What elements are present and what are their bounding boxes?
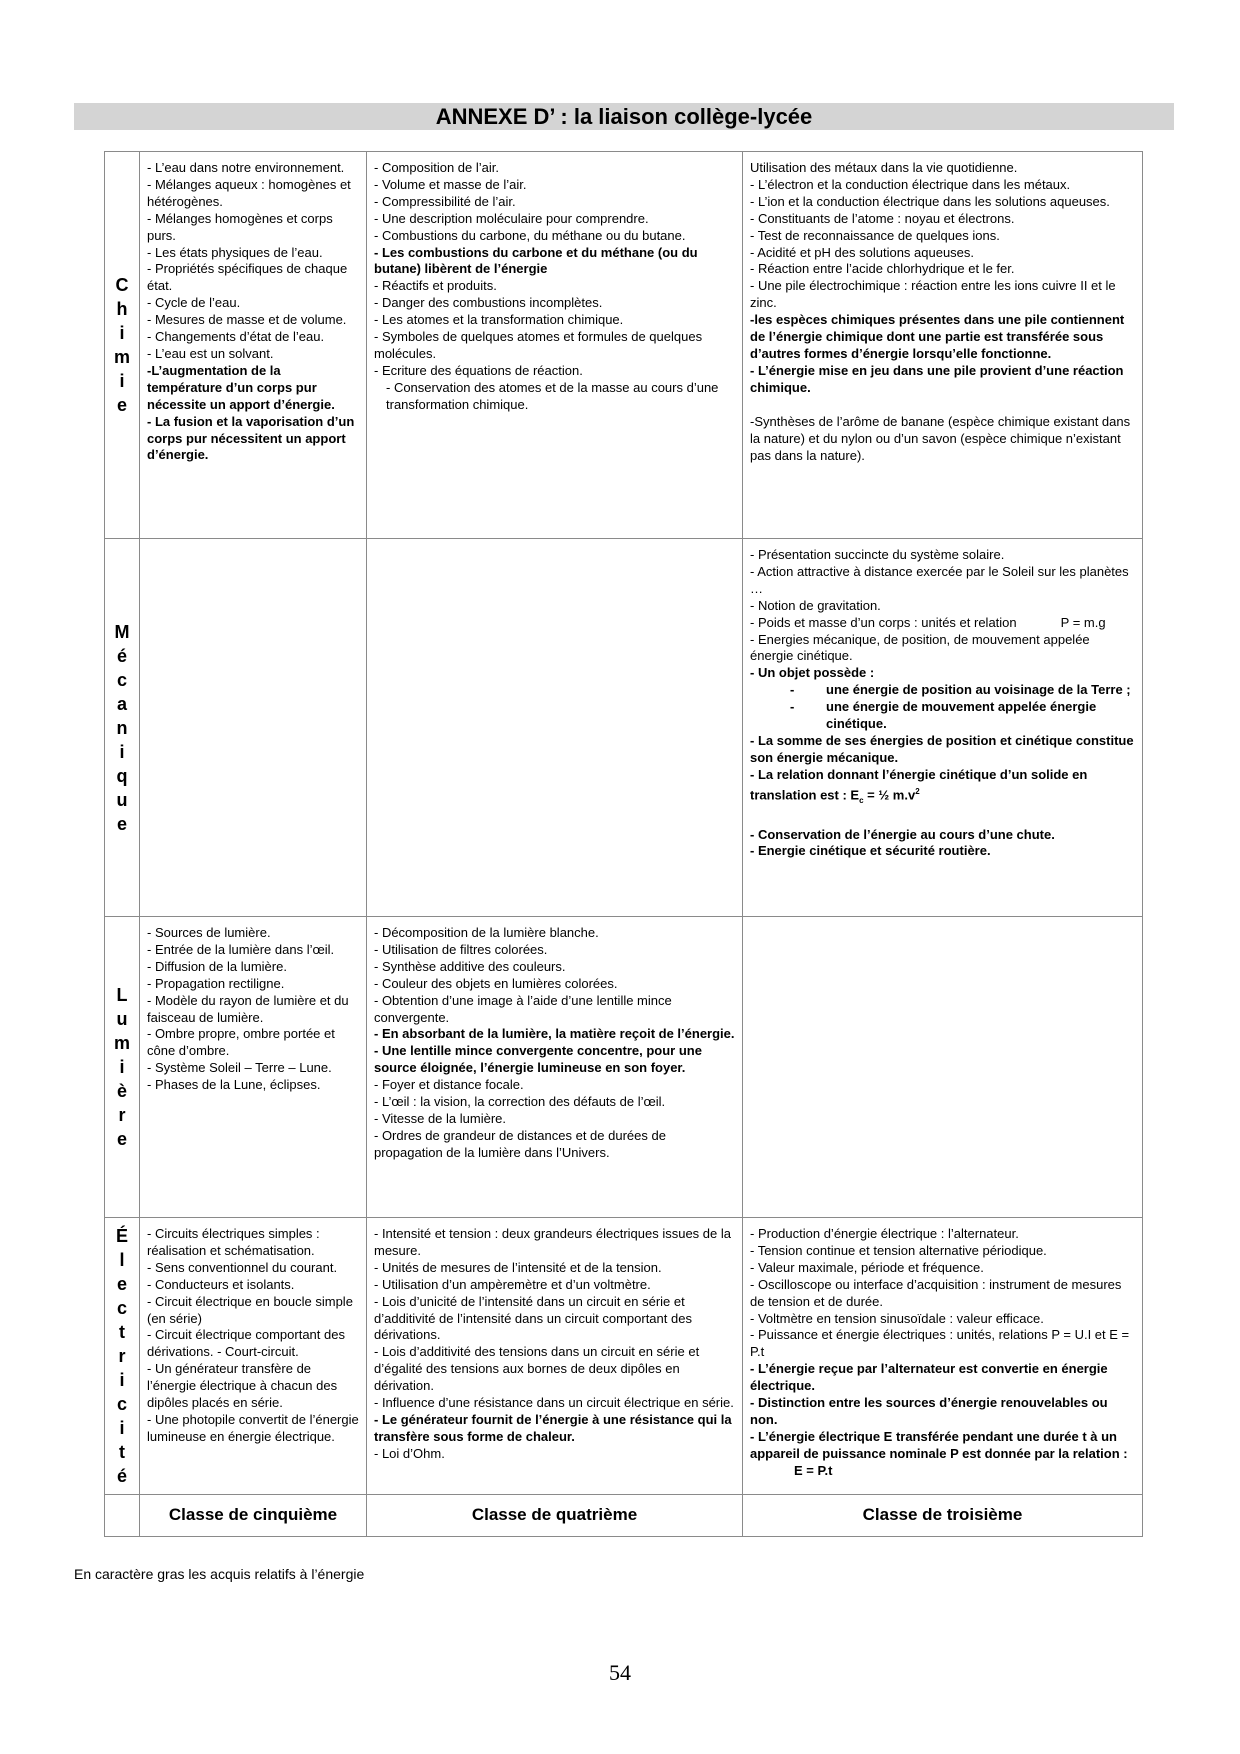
cell-line bbox=[374, 177, 735, 194]
cell-text: - La somme de ses énergies de position et cinétique constitue son énergie mécanique. bbox=[750, 732, 1134, 765]
cell-text: - L’énergie reçue par l’alternateur est convertie en énergie électrique. bbox=[750, 1361, 1108, 1394]
footer-empty-cell bbox=[105, 1495, 140, 1537]
cell-line bbox=[374, 160, 735, 177]
cell-chimie-troisieme bbox=[743, 152, 1143, 539]
cell-line bbox=[750, 843, 1135, 860]
cell-line bbox=[147, 1226, 359, 1260]
cell-text: - Mélanges aqueux : homogènes et hétérogènes. bbox=[147, 176, 351, 209]
cell-text: - Energie cinétique et sécurité routière. bbox=[750, 843, 991, 859]
cell-line bbox=[374, 380, 735, 414]
cell-text: - Une description moléculaire pour comprendre. bbox=[374, 210, 649, 226]
cell-line bbox=[374, 1111, 735, 1128]
subject-label-lumiere bbox=[105, 917, 140, 1218]
subject-letter: q bbox=[116, 765, 128, 786]
cell-line bbox=[147, 959, 359, 976]
dash-marker: - bbox=[790, 699, 795, 715]
spacer bbox=[750, 397, 1135, 414]
cell-line bbox=[374, 228, 735, 245]
cell-text: - Unités de mesures de l’intensité et de la tension. bbox=[374, 1259, 662, 1275]
cell-text: - Réaction entre l’acide chlorhydrique et le fer. bbox=[750, 261, 1015, 277]
cell-line bbox=[147, 1277, 359, 1294]
sub-list-item bbox=[750, 682, 1135, 699]
cell-text: - Production d’énergie électrique : l’alternateur. bbox=[750, 1226, 1019, 1241]
cell-line bbox=[147, 1361, 359, 1412]
cell-line bbox=[374, 1226, 735, 1260]
cell-text: - Sens conventionnel du courant. bbox=[147, 1259, 338, 1275]
subject-letter: è bbox=[116, 1081, 127, 1101]
cell-text: - Les combustions du carbone et du méthane (ou du butane) libèrent de l’énergie bbox=[374, 244, 698, 277]
cell-text: - Décomposition de la lumière blanche. bbox=[374, 925, 599, 940]
formula-text: = ½ m.v bbox=[863, 787, 916, 803]
cell-text: - Constituants de l’atome : noyau et électrons. bbox=[750, 210, 1015, 226]
cell-text: - L’œil : la vision, la correction des défauts de l’œil. bbox=[374, 1094, 666, 1110]
subject-letter: m bbox=[113, 1033, 130, 1053]
cell-text: - L’énergie mise en jeu dans une pile provient d’une réaction chimique. bbox=[750, 362, 1124, 395]
cell-text: - La fusion et la vaporisation d’un corps pur nécessitent un apport d’énergie. bbox=[147, 413, 355, 463]
cell-text: - Intensité et tension : deux grandeurs électriques issues de la mesure. bbox=[374, 1226, 731, 1258]
cell-line bbox=[374, 1094, 735, 1111]
cell-line bbox=[750, 312, 1135, 363]
cell-text: - Les atomes et la transformation chimique. bbox=[374, 312, 624, 328]
cell-line bbox=[750, 1361, 1135, 1395]
cell-line bbox=[147, 925, 359, 942]
cell-line bbox=[374, 942, 735, 959]
cell-text: - Action attractive à distance exercée par le Soleil sur les planètes … bbox=[750, 563, 1129, 596]
cell-mecanique-cinquieme bbox=[140, 539, 367, 917]
cell-text: - Lois d’additivité des tensions dans un circuit en série et d’égalité des tensions aux bornes de deux dipôles en dérivation. bbox=[374, 1344, 700, 1394]
cell-text: -les espèces chimiques présentes dans une pile contiennent de l’énergie chimique dont une partie est transférée sous d’autres formes d’énergie lorsqu’elle fonctionne. bbox=[750, 312, 1125, 361]
subject-letter: l bbox=[119, 1250, 125, 1270]
cell-text: - Une lentille mince convergente concentre, pour une source éloignée, l’énergie lumineuse en son foyer. bbox=[374, 1043, 702, 1076]
cell-line bbox=[750, 1260, 1135, 1277]
cell-text: - Tension continue et tension alternative périodique. bbox=[750, 1242, 1047, 1258]
cell-text: - Diffusion de la lumière. bbox=[147, 958, 287, 974]
subject-letter: e bbox=[116, 1274, 127, 1294]
cell-line bbox=[147, 1412, 359, 1446]
cell-text: - Symboles de quelques atomes et formules de quelques molécules. bbox=[374, 329, 703, 361]
subject-letter: u bbox=[116, 789, 128, 810]
subject-letter: c bbox=[116, 1394, 127, 1414]
cell-line bbox=[750, 632, 1135, 666]
cell-electricite-quatrieme bbox=[367, 1218, 743, 1495]
subject-letter: r bbox=[118, 1346, 126, 1366]
cell-line bbox=[750, 598, 1135, 615]
cell-text: - Synthèse additive des couleurs. bbox=[374, 958, 566, 974]
cell-line bbox=[374, 1260, 735, 1277]
page-number: 54 bbox=[609, 1660, 631, 1685]
cell-line bbox=[374, 993, 735, 1027]
subject-letter: i bbox=[119, 371, 125, 391]
cell-text: -Synthèses de l’arôme de banane (espèce chimique existant dans la nature) et du nylon ou d’un savon (espèce chimique n’existant pas dans la nature). bbox=[750, 413, 1131, 463]
cell-line bbox=[374, 211, 735, 228]
cell-line bbox=[750, 278, 1135, 312]
cell-text: - Système Soleil – Terre – Lune. bbox=[147, 1060, 332, 1076]
cell-line bbox=[374, 1412, 735, 1446]
subject-letter: e bbox=[116, 395, 127, 415]
cell-text: - Influence d’une résistance dans un circuit électrique en série. bbox=[374, 1395, 734, 1411]
cell-text: - Puissance et énergie électriques : unités, relations P = U.I et E = P.t bbox=[750, 1327, 1130, 1360]
row-lumiere bbox=[105, 917, 1143, 1218]
cell-line bbox=[750, 733, 1135, 767]
cell-text: - Utilisation de filtres colorées. bbox=[374, 941, 548, 957]
subject-letter: t bbox=[119, 1442, 125, 1462]
subject-letter: a bbox=[116, 693, 127, 714]
cell-text: - Le générateur fournit de l’énergie à une résistance qui la transfère sous forme de chaleur. bbox=[374, 1411, 732, 1444]
cell-text: - Ecriture des équations de réaction. bbox=[374, 362, 583, 378]
cell-line bbox=[147, 1294, 359, 1328]
cell-line bbox=[750, 827, 1135, 844]
cell-text: -L’augmentation de la température d’un corps pur nécessite un apport d’énergie. bbox=[147, 362, 335, 412]
cell-text: - Propriétés spécifiques de chaque état. bbox=[147, 261, 348, 294]
cell-line bbox=[147, 1260, 359, 1277]
cell-text: - Energies mécanique, de position, de mouvement appelée énergie cinétique. bbox=[750, 631, 1090, 664]
subject-letter: h bbox=[116, 299, 128, 319]
cell-text: - Circuit électrique comportant des dérivations. - Court-circuit. bbox=[147, 1327, 345, 1360]
legend-note: En caractère gras les acquis relatifs à l’énergie bbox=[74, 1566, 365, 1582]
subject-letter: t bbox=[119, 1322, 125, 1342]
cell-text: - Utilisation d’un ampèremètre et d’un voltmètre. bbox=[374, 1276, 651, 1292]
footer-class-troisieme: Classe de troisième bbox=[743, 1495, 1143, 1537]
cell-line bbox=[750, 1243, 1135, 1260]
cell-text: - Les états physiques de l’eau. bbox=[147, 244, 323, 260]
cell-line bbox=[147, 245, 359, 262]
subject-letter: r bbox=[118, 1105, 126, 1125]
cell-line bbox=[147, 160, 359, 177]
spacer bbox=[750, 810, 1135, 827]
cell-text: - Un générateur transfère de l’énergie électrique à chacun des dipôles placés en série. bbox=[147, 1361, 338, 1411]
subject-letter: i bbox=[119, 1057, 125, 1077]
cell-text: - Volume et masse de l’air. bbox=[374, 176, 527, 192]
cell-line bbox=[147, 1026, 359, 1060]
cell-line bbox=[750, 615, 1135, 632]
sub-list-text: une énergie de position au voisinage de la Terre ; bbox=[826, 682, 1131, 698]
cell-line bbox=[374, 329, 735, 363]
cell-text: - Compressibilité de l’air. bbox=[374, 193, 516, 209]
relation-text: P = m.g bbox=[1060, 614, 1106, 630]
subject-label-mecanique bbox=[105, 539, 140, 917]
cell-text: - Circuit électrique en boucle simple (en série) bbox=[147, 1293, 353, 1326]
cell-lumiere-quatrieme bbox=[367, 917, 743, 1218]
cell-line bbox=[147, 329, 359, 346]
cell-line bbox=[374, 363, 735, 380]
cell-text: Utilisation des métaux dans la vie quotidienne. bbox=[750, 160, 1018, 175]
cell-text: - Conservation des atomes et de la masse au cours d’une transformation chimique. bbox=[386, 379, 719, 412]
cell-line bbox=[374, 1043, 735, 1077]
cell-text: - Une pile électrochimique : réaction entre les ions cuivre II et le zinc. bbox=[750, 278, 1116, 311]
subject-label-electricite bbox=[105, 1218, 140, 1495]
subject-letter: é bbox=[116, 645, 127, 666]
cell-line bbox=[147, 1060, 359, 1077]
cell-chimie-quatrieme bbox=[367, 152, 743, 539]
row-chimie bbox=[105, 152, 1143, 539]
relation-text: E = P.t bbox=[794, 1462, 833, 1478]
cell-text: - Loi d’Ohm. bbox=[374, 1445, 445, 1461]
subject-letter: n bbox=[116, 717, 128, 738]
cell-line bbox=[374, 1294, 735, 1345]
cell-text: - Modèle du rayon de lumière et du faisceau de lumière. bbox=[147, 992, 349, 1025]
cell-text: - Couleur des objets en lumières colorées. bbox=[374, 975, 618, 991]
cell-line bbox=[147, 261, 359, 295]
cell-line bbox=[374, 925, 735, 942]
subject-letter: u bbox=[116, 1009, 128, 1029]
cell-line bbox=[374, 1344, 735, 1395]
cell-line bbox=[750, 665, 1135, 682]
subject-letter: i bbox=[119, 1418, 125, 1438]
cell-line bbox=[374, 1277, 735, 1294]
cell-line bbox=[750, 261, 1135, 278]
dash-marker: - bbox=[790, 682, 795, 698]
subject-letter: L bbox=[116, 985, 128, 1005]
cell-line bbox=[374, 312, 735, 329]
cell-line bbox=[147, 414, 359, 465]
cell-line bbox=[750, 363, 1135, 397]
cell-electricite-cinquieme bbox=[140, 1218, 367, 1495]
cell-line bbox=[750, 414, 1135, 465]
annex-table bbox=[104, 151, 1143, 1537]
cell-text: - Oscilloscope ou interface d’acquisition : instrument de mesures de tension et de durée. bbox=[750, 1276, 1122, 1309]
subject-letter: e bbox=[116, 813, 127, 834]
cell-text: - Présentation succincte du système solaire. bbox=[750, 547, 1005, 562]
cell-text: - Obtention d’une image à l’aide d’une lentille mince convergente. bbox=[374, 992, 672, 1025]
cell-line bbox=[374, 1128, 735, 1162]
cell-line bbox=[374, 278, 735, 295]
cell-text: - L’énergie électrique E transférée pendant une durée t à un appareil de puissance nominale P est donnée par la relation : bbox=[750, 1428, 1128, 1461]
sub-list-text: une énergie de mouvement appelée énergie cinétique. bbox=[826, 699, 1097, 732]
cell-text: - Réactifs et produits. bbox=[374, 278, 497, 294]
cell-line bbox=[750, 1327, 1135, 1361]
cell-line bbox=[374, 245, 735, 279]
cell-line bbox=[147, 346, 359, 363]
row-electricite bbox=[105, 1218, 1143, 1495]
cell-line bbox=[374, 976, 735, 993]
footer-class-cinquieme: Classe de cinquième bbox=[140, 1495, 367, 1537]
cell-line bbox=[147, 942, 359, 959]
subject-letter: M bbox=[114, 621, 130, 642]
formula-line bbox=[750, 767, 1135, 810]
cell-line bbox=[750, 194, 1135, 211]
cell-text: - Phases de la Lune, éclipses. bbox=[147, 1077, 321, 1093]
cell-text: - Acidité et pH des solutions aqueuses. bbox=[750, 244, 975, 260]
cell-line bbox=[750, 1429, 1135, 1480]
cell-text: - Composition de l’air. bbox=[374, 160, 499, 175]
cell-line bbox=[374, 295, 735, 312]
cell-text: - Lois d’unicité de l’intensité dans un circuit en série et d’additivité de l’intensité dans un circuit comportant des dérivations. bbox=[374, 1293, 692, 1343]
cell-text: - L’électron et la conduction électrique dans les métaux. bbox=[750, 176, 1071, 192]
cell-text: - L’eau est un solvant. bbox=[147, 345, 274, 361]
cell-line bbox=[750, 1226, 1135, 1243]
subject-letter: C bbox=[115, 275, 129, 295]
cell-text: - En absorbant de la lumière, la matière reçoit de l’énergie. bbox=[374, 1026, 735, 1042]
formula-text: - La relation donnant l’énergie cinétique d’un solide en translation est : E bbox=[750, 766, 1088, 803]
cell-text: - Conducteurs et isolants. bbox=[147, 1276, 295, 1292]
cell-mecanique-quatrieme bbox=[367, 539, 743, 917]
cell-text: - L’eau dans notre environnement. bbox=[147, 160, 345, 175]
subject-letter: m bbox=[113, 347, 130, 367]
formula-superscript: 2 bbox=[915, 786, 920, 796]
cell-line bbox=[750, 564, 1135, 598]
row-mecanique bbox=[105, 539, 1143, 917]
cell-line bbox=[147, 177, 359, 211]
cell-line bbox=[374, 1077, 735, 1094]
cell-line bbox=[374, 1026, 735, 1043]
cell-line bbox=[147, 1327, 359, 1361]
cell-text: - Conservation de l’énergie au cours d’une chute. bbox=[750, 826, 1055, 842]
subject-letter: i bbox=[119, 1370, 125, 1390]
footer-class-quatrieme: Classe de quatrième bbox=[367, 1495, 743, 1537]
cell-lumiere-cinquieme bbox=[140, 917, 367, 1218]
cell-text: - Ordres de grandeur de distances et de durées de propagation de la lumière dans l’Univers. bbox=[374, 1127, 666, 1160]
cell-line bbox=[147, 295, 359, 312]
cell-text: - Danger des combustions incomplètes. bbox=[374, 295, 603, 311]
cell-text: - Combustions du carbone, du méthane ou du butane. bbox=[374, 227, 686, 243]
sub-list-item bbox=[750, 699, 1135, 733]
cell-line bbox=[147, 993, 359, 1027]
subject-letter: e bbox=[116, 1129, 127, 1149]
cell-line bbox=[750, 1277, 1135, 1311]
cell-text: - Voltmètre en tension sinusoïdale : valeur efficace. bbox=[750, 1310, 1044, 1326]
cell-line bbox=[147, 211, 359, 245]
subject-letter: é bbox=[116, 1466, 127, 1486]
cell-text: - Entrée de la lumière dans l’œil. bbox=[147, 941, 335, 957]
cell-text: - Ombre propre, ombre portée et cône d’ombre. bbox=[147, 1026, 335, 1059]
cell-line bbox=[147, 976, 359, 993]
cell-text: - Cycle de l’eau. bbox=[147, 295, 241, 311]
cell-text: - Mélanges homogènes et corps purs. bbox=[147, 210, 333, 243]
cell-text: - Mesures de masse et de volume. bbox=[147, 312, 347, 328]
cell-line bbox=[750, 1311, 1135, 1328]
cell-text: - Propagation rectiligne. bbox=[147, 975, 285, 991]
cell-lumiere-troisieme bbox=[743, 917, 1143, 1218]
cell-chimie-cinquieme bbox=[140, 152, 367, 539]
formula-subscript: c bbox=[859, 795, 864, 805]
cell-electricite-troisieme bbox=[743, 1218, 1143, 1495]
subject-letter: i bbox=[119, 323, 125, 343]
cell-line bbox=[750, 160, 1135, 177]
subject-letter: i bbox=[119, 741, 125, 762]
cell-line bbox=[147, 363, 359, 414]
cell-line bbox=[147, 312, 359, 329]
cell-text: - Vitesse de la lumière. bbox=[374, 1110, 506, 1126]
cell-line bbox=[750, 1395, 1135, 1429]
cell-text: - Changements d’état de l’eau. bbox=[147, 329, 325, 345]
cell-line bbox=[750, 211, 1135, 228]
cell-line bbox=[750, 177, 1135, 194]
cell-line bbox=[374, 1395, 735, 1412]
cell-line bbox=[750, 547, 1135, 564]
subject-label-chimie bbox=[105, 152, 140, 539]
subject-letter: c bbox=[116, 1298, 127, 1318]
subject-letter: c bbox=[116, 669, 127, 690]
cell-line bbox=[750, 228, 1135, 245]
cell-text: - Notion de gravitation. bbox=[750, 597, 881, 613]
cell-line bbox=[374, 194, 735, 211]
cell-text: - Poids et masse d’un corps : unités et relation bbox=[750, 614, 1017, 630]
cell-text: - Test de reconnaissance de quelques ions. bbox=[750, 227, 1000, 243]
cell-text: - Sources de lumière. bbox=[147, 925, 271, 940]
footer-row bbox=[105, 1495, 1143, 1537]
cell-text: - Circuits électriques simples : réalisation et schématisation. bbox=[147, 1226, 320, 1258]
cell-line bbox=[374, 1446, 735, 1463]
cell-line bbox=[374, 959, 735, 976]
cell-text: - Un objet possède : bbox=[750, 665, 875, 681]
subject-letter: É bbox=[115, 1226, 128, 1246]
cell-text: - Valeur maximale, période et fréquence. bbox=[750, 1259, 984, 1275]
cell-text: - Une photopile convertit de l’énergie lumineuse en énergie électrique. bbox=[147, 1411, 359, 1444]
cell-line bbox=[147, 1077, 359, 1094]
cell-text: - L’ion et la conduction électrique dans les solutions aqueuses. bbox=[750, 193, 1110, 209]
cell-text: - Foyer et distance focale. bbox=[374, 1077, 524, 1093]
cell-line bbox=[750, 245, 1135, 262]
page-title: ANNEXE D’ : la liaison collège-lycée bbox=[74, 103, 1174, 130]
cell-text: - Distinction entre les sources d’énergie renouvelables ou non. bbox=[750, 1395, 1108, 1427]
cell-mecanique-troisieme bbox=[743, 539, 1143, 917]
